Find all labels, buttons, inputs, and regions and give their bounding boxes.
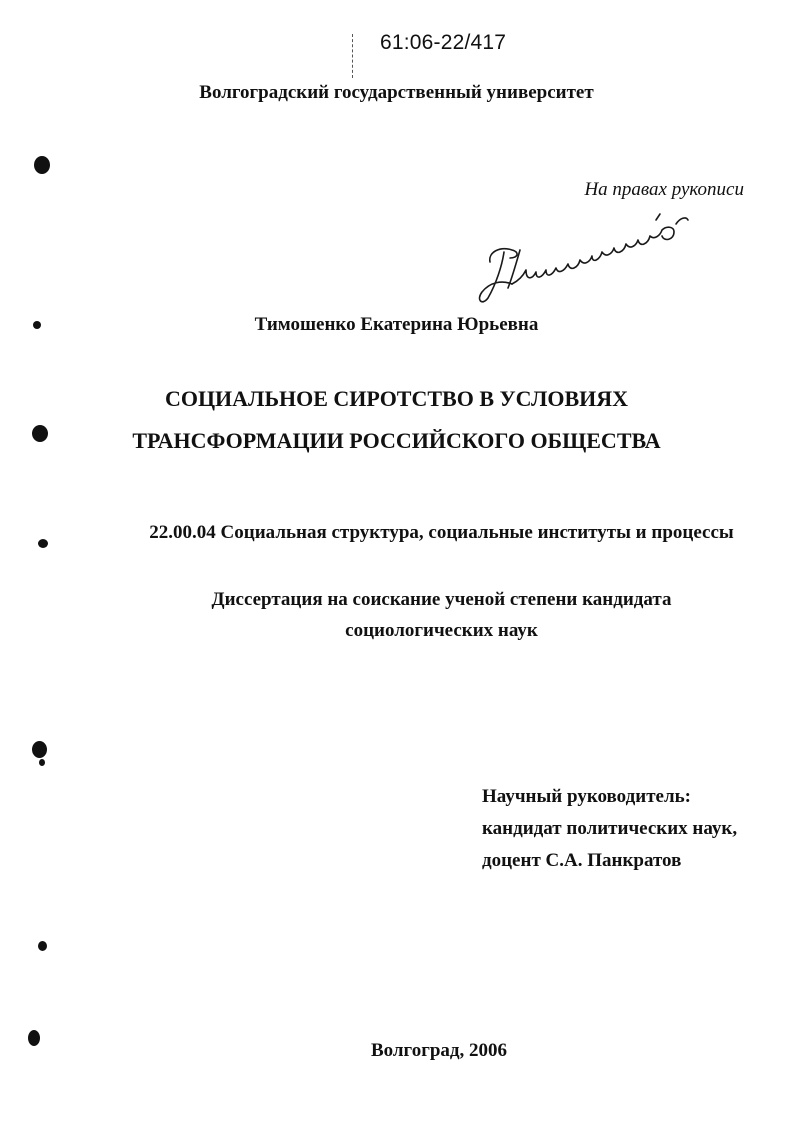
binding-hole [34,156,50,174]
handwritten-signature [460,200,710,310]
title-line-2: ТРАНСФОРМАЦИИ РОССИЙСКОГО ОБЩЕСТВА [132,428,661,453]
supervisor-block [482,781,737,877]
university-name: Волгоградский государственный университет [199,82,594,103]
supervisor-degree: кандидат политических наук, [482,818,738,839]
dissertation-title [0,378,793,462]
binding-hole [33,321,41,329]
binding-hole [32,425,48,442]
title-line-1: СОЦИАЛЬНОЕ СИРОТСТВО В УСЛОВИЯХ [164,386,629,411]
binding-hole [32,741,47,758]
scan-mark-line [352,34,354,78]
binding-hole [28,1030,40,1046]
specialty-code: 22.00.04 Социальная структура, социальные институты и процессы [149,522,734,543]
author-name: Тимошенко Екатерина Юрьевна [254,314,539,335]
binding-hole [39,759,45,766]
city-year: Волгоград, 2006 [370,1040,508,1061]
binding-hole [38,941,47,951]
thesis-type-line-1: Диссертация на соискание ученой степени кандидата [211,589,672,610]
manuscript-note: На правах рукописи [584,179,744,200]
catalog-number: 61:06-22/417 [380,31,507,54]
binding-hole [38,539,48,548]
supervisor-label: Научный руководитель: [482,786,691,807]
thesis-type-line-2: социологических наук [345,620,538,641]
supervisor-name: доцент С.А. Панкратов [482,850,682,871]
